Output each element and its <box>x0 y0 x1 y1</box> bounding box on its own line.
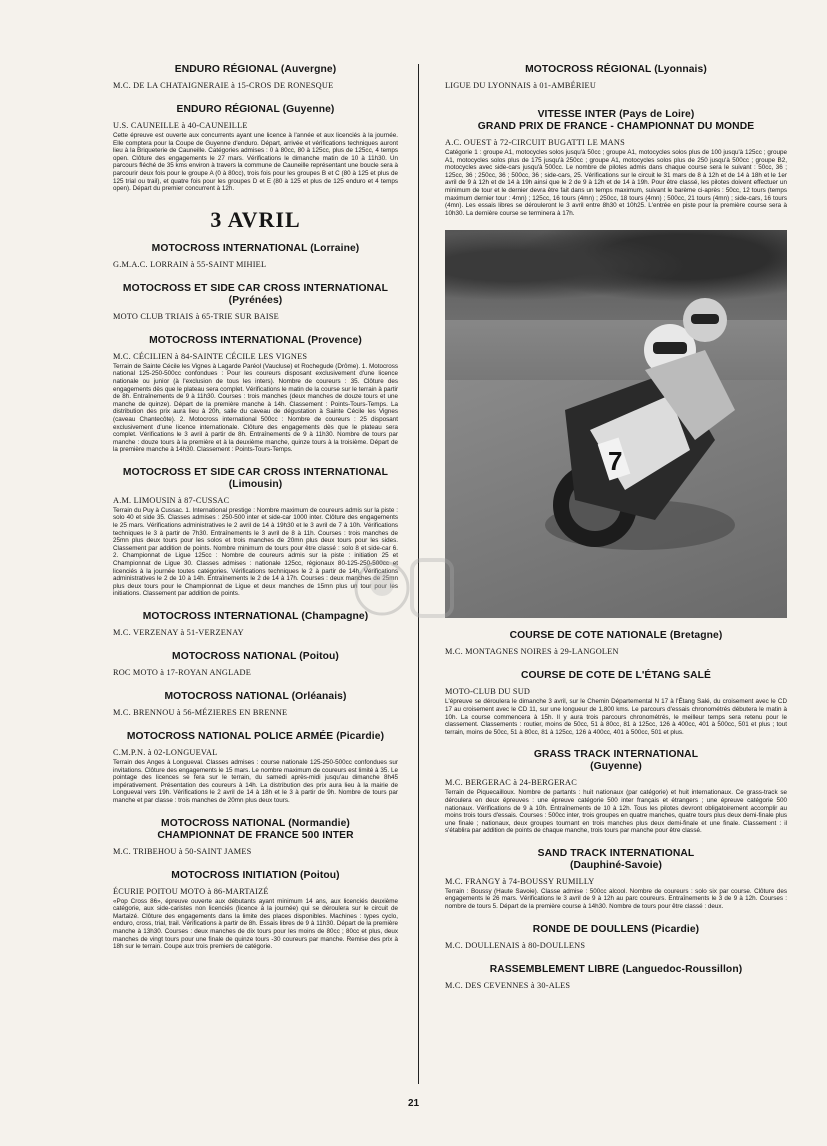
section-body: Cette épreuve est ouverte aux concurrents ayant une licence à l'année et aux licenciés à la journée. Elle comptera pour la Coupe de Guyenne d'enduro. Départ, arrivée et vérifications techniques auront lieu à la Briqueterie de Cauneille. Catégories admises : 0 à 80cc, 80 à 125cc, plus de 125cc, 4 temps open. Clôture des engagements le 27 mars. Vérifications le dimanche matin de 10 à 11h30. Un parcours fléché de 35 kms environ à travers la commune de Cauneille représentant une boucle sera à parcourir deux fois pour le groupe A (0 à 80cc), trois fois pour les groupes B et C (80 à 125 et plus de 125 trial ou trail), et quatre fois pour les groupes D et E (80 à 125 et plus de 125 enduro et 4 temps open). Départ du premier concurrent à 12h. <box>113 132 398 193</box>
section-region: (Picardie) <box>651 923 700 935</box>
section-title: MOTOCROSS NATIONAL POLICE ARMÉE <box>126 731 334 742</box>
section-region: (Champagne) <box>301 611 369 622</box>
date-heading: 3 AVRIL <box>210 206 301 232</box>
section-region: (Orléanais) <box>291 691 347 702</box>
left-column <box>113 64 398 964</box>
organizer: M.C. TRIBEHOU à 50-SAINT JAMES <box>113 846 252 856</box>
organizer: U.S. CAUNEILLE à 40-CAUNEILLE <box>113 121 248 130</box>
section-initiation-poitou <box>113 870 398 951</box>
section-body: Terrain de Piquecailloux. Nombre de partants : huit nationaux (par catégorie) et huit internationaux. Ce grass-track se déroulera en deux épreuves : une épreuve catégorie 500 inter français et étrangers ; une épreuve catégorie 500 nationaux. Vérifications de 9 à 10h. Entraînements de 10 à 12h. Tous les pilotes devront obligatoirement accomplir au moins trois tours d'essais. Courses : 500cc inter, trois groupes en quatre manches, quatre tours plus deux demi-finale plus une finale ; nationaux, deux groupes tournant en trois manches plus deux demi-finale et une finale. Classement : il s'établira par addition de points de chaque manche, trois tours par manche pour être classé. <box>445 789 787 835</box>
watermark-logo <box>352 548 464 628</box>
organizer: M.C. BERGERAC à 24-BERGERAC <box>445 778 577 788</box>
organizer: M.C. DE LA CHATAIGNERAIE à 15-CROS DE RONESQUE <box>113 81 334 90</box>
section-body: «Pop Cross 86», épreuve ouverte aux débutants ayant minimum 14 ans, aux licenciés deuxième catégorie, aux side-caristes non licenciés (licence à la journée) qui se déroulera sur le circuit de Martaizé. Clôture des engagements dans la limite des places disponibles. Machines : types cyclo, enduro, cross, trial, trail. Vérifications à partir de 8h. Essais libres de 9 à 11h30. Départ de la première manche à 13h30. Courses : deux manches de dix tours pour les moins de 80cc ; 80cc et plus, deux manches de vingt tours pour une finale de quinze tours -30 coureurs par manche. Remise des prix à 18h sur le terrain. Coupe aux trois premiers de catégorie. <box>113 897 398 951</box>
section-motocross-orleanais <box>113 691 398 718</box>
section-title: COURSE DE COTE DE L'ÉTANG SALÉ <box>520 670 712 682</box>
section-body: Terrain du Puy à Cussac. 1. International prestige : Nombre maximum de coureurs admis sur la piste : solo 40 et side 35. Classes admises : 250-500 inter et side-car 1000 inter. Clôture des engagements le 25 mars. Vérifications administratives le 2 avril de 14 à 19h30 et le 3 avril de 7 à 10h. Vérifications techniques le 3 à partir de 7h30. Entraînements le 3 avril de 8 à 11h. Courses : trois manches de 25mn plus deux tours pour les solos et trois manches de 20mn plus deux tours pour les sides. Classement par addition de points. Nombre minimum de tours pour être classé : solo 8 et side-car 6. 2. Championnat de Ligue 125cc : Nombre de coureurs admis sur la piste : initiation 25 et Championnat de Ligue 30. Classes admises : nationale 125cc, régionaux 80-125-250-500cc et licenciés à la journée toutes catégories. Vérifications techniques le 2 à partir de 14h. Vérifications administratives le 2 de 10 à 14h. Entraînements le 2 de 14 à 17h. Courses : deux manches de 25mn plus deux tours pour le Championnat de Ligue et deux manches de 15mn plus un tour pour les initiations. Classement par addition de points. <box>113 506 398 598</box>
section-body: Terrain : Boussy (Haute Savoie). Classe admise : 500cc alcool. Nombre de coureurs : solo six par course. Clôture des engagements le 26 mars. Vérifications le 3 avril de 9 à 12h au parc coureurs. Entraînements le 3 de 9 à 12h. Courses : nombre de tours 5. Départ de la première course à 14h30. Nombre de tours pour être classé : deux. <box>445 887 787 911</box>
section-body: Catégorie 1 : groupe A1, motocycles solos jusqu'à 50cc ; groupe A1, motocycles solos plus de 100 jusqu'à 125cc ; groupe A1, motocycles solos plus de 175 jusqu'à 250cc ; groupe A1, motocycles solos plus de 250 jusqu'à 500cc ; groupe B2, motocycles avec side-cars jusqu'à 500cc. Le nombre de pilotes admis dans chaque course sera le suivant : 50cc, 36 ; 125cc, 36 ; 250cc, 36 ; 500cc, 36 ; side-cars, 25. Vérifications sur le circuit le 31 mars de 8 à 12h et de 14 à 18h et le 1er avril de 9 à 12h et de 14 à 19h ainsi que le 2 de 9 à 12h et de 14 à 19h. Pour être classé, les pilotes doivent effectuer un minimum de tour et le dernier devra être fait dans un temps maximum, suivant le barème ci-après : 50cc, 12 tours (temps maximum dernier tour : 4mn) ; 125cc, 16 tours (4mn) ; 250cc, 18 tours (4mn) ; 500cc, 21 tours (4mn) ; side-cars, 16 tours (4mn). Les essais libres se dérouleront le 3 avril entre 8h30 et 10h25. L'entrée en piste pour la première course sera à 10h30. La dernière course se terminera à 17h. <box>445 149 787 217</box>
organizer: C.M.P.N. à 02-LONGUEVAL <box>113 748 218 757</box>
section-cote-bretagne <box>445 630 787 657</box>
section-ronde-doullens <box>445 924 787 951</box>
section-region: (Pays de Loire) <box>619 109 695 120</box>
section-police-armee <box>113 731 398 805</box>
section-region: (Auvergne) <box>280 64 337 75</box>
section-subtitle: CHAMPIONNAT DE FRANCE 500 INTER <box>157 829 354 841</box>
section-motocross-provence <box>113 335 398 454</box>
section-rassemblement-libre <box>445 964 787 991</box>
section-subtitle: GRAND PRIX DE FRANCE - CHAMPIONNAT DU MONDE <box>477 121 755 132</box>
section-vitesse-inter <box>445 109 787 217</box>
section-title: ENDURO RÉGIONAL <box>176 104 280 115</box>
section-cote-etang-sale <box>445 670 787 736</box>
section-title: GRASS TRACK INTERNATIONAL <box>533 749 699 761</box>
page-number: 21 <box>407 1098 420 1109</box>
motorcycle-racers-image <box>505 290 755 570</box>
section-body: Terrain de Sainte Cécile les Vignes à Lagarde Paréol (Vaucluse) et Rochegude (Drôme). 1. Motocross national 125-250-500cc confondues : Pour les coureurs disposant exclusivement d'une licence nationale ou junior (à l'exclusion de tous les inters). Nombre de coureurs : 35. Clôture des engagements dès que le plateau sera complet. Vérifications le matin de la course sur le terrain à partir de 8h. Entraînements de 9 à 11h30. Courses : trois manches (deux manches de douze tours et une manche de quinze). Départ de la première manche à 14h. Classement : Points-Tours-Temps. La distribution des prix aura lieu à 20h, salle du caveau de dégustation à Sainte Cécile les Vignes (caveau Chantecôte). 2. Motocross international 500cc : Nombre de coureurs : 25 disposant exclusivement d'une licence internationale. Clôture des engagements dès que le plateau sera complet. Vérifications le 3 avril à partir de 8h. Entraînements de 9 à 11h30. Nombre de tours par manche : douze tours à la première et à la deuxième manche, quinze tours à la troisième. Départ de la première manche à 14h30. Classement : Points-Tours-Temps. <box>113 362 398 454</box>
section-region: (Provence) <box>307 334 362 346</box>
section-region: (Picardie) <box>336 731 385 742</box>
section-motocross-lyonnais <box>445 64 787 91</box>
section-body: L'épreuve se déroulera le dimanche 3 avril, sur le Chemin Départemental N 17 à l'Étang Salé, du croisement avec le CD 17 au croisement avec le CD 11, sur une longueur de 1,800 kms. Le parcours d'essais chronométrés débutera le matin à 10h. La course commencera à 15h. Il y aura trois parcours chronométrés, le meilleur temps sera retenu pour le classement. Classements : routier, moins de 50cc, 51 à 80cc, 81 à 125cc, 126 à 400cc, 401 à 500cc, 501 et plus ; tout terrain, moins de 50cc, 51 à 80cc, 81 à 125cc, 126 à 400cc, 401 à 500cc, 501 et plus. <box>445 698 787 736</box>
section-motocross-normandie <box>113 818 398 857</box>
section-region: (Languedoc-Roussillon) <box>622 963 743 975</box>
section-title: MOTOCROSS INTERNATIONAL <box>149 334 305 346</box>
section-body: Terrain des Anges à Longueval. Classes admises : course nationale 125-250-500cc confondues sur invitations. Clôture des engagements le 15 mars. Le nombre maximum de coureurs est limité à 35. Le pointage des licences se fera sur le terrain, du samedi après-midi jusqu'au dimanche 8h45 impérativement. Présentation des coureurs à 14h. La distribution des prix aura lieu à la mairie de Longueval vers 19h. Vérifications le 2 avril de 14 à 18h et le 3 à partir de 9h. Nombre de tours par manche et par classe : trois manches de 20mn plus deux tours. <box>113 759 398 804</box>
section-region: (Guyenne) <box>282 104 335 115</box>
section-region: (Pyrénées) <box>228 294 283 306</box>
organizer: M.C. MONTAGNES NOIRES à 29-LANGOLEN <box>445 647 619 657</box>
section-region: (Poitou) <box>300 869 340 881</box>
race-photo <box>445 230 787 618</box>
organizer: A.C. OUEST à 72-CIRCUIT BUGATTI LE MANS <box>445 138 625 147</box>
organizer: M.C. BRENNOU à 56-MÉZIERES EN BRENNE <box>113 708 288 717</box>
section-region: (Lorraine) <box>310 242 360 254</box>
right-column <box>445 64 787 1004</box>
section-motocross-lorraine <box>113 243 398 270</box>
section-motocross-poitou <box>113 651 398 678</box>
section-enduro-auvergne <box>113 64 398 91</box>
section-region: (Poitou) <box>299 651 339 662</box>
section-title: COURSE DE COTE NATIONALE <box>509 630 667 642</box>
organizer: M.C. CÉCILIEN à 84-SAINTE CÉCILE LES VIGNES <box>113 351 308 361</box>
section-region: (Normandie) <box>288 817 350 829</box>
section-enduro-guyenne <box>113 104 398 193</box>
section-title: MOTOCROSS INTERNATIONAL <box>142 611 299 622</box>
organizer: ROC MOTO à 17-ROYAN ANGLADE <box>113 668 251 677</box>
section-title: MOTOCROSS NATIONAL <box>172 651 297 662</box>
section-title: RASSEMBLEMENT LIBRE <box>489 963 620 975</box>
section-title: MOTOCROSS ET SIDE CAR CROSS INTERNATIONAL <box>122 466 389 478</box>
section-region: (Dauphiné-Savoie) <box>569 859 663 871</box>
section-region: (Lyonnais) <box>654 64 707 75</box>
bike-number: 7 <box>608 446 623 477</box>
section-region: (Guyenne) <box>590 761 642 773</box>
section-sand-track <box>445 848 787 911</box>
section-title: MOTOCROSS RÉGIONAL <box>525 64 652 75</box>
section-title: VITESSE INTER <box>537 109 617 120</box>
section-title: MOTOCROSS NATIONAL <box>164 691 289 702</box>
organizer: LIGUE DU LYONNAIS à 01-AMBÉRIEU <box>445 81 597 90</box>
section-sidecar-pyrenees <box>113 283 398 322</box>
section-title: MOTOCROSS INITIATION <box>171 869 298 881</box>
organizer: M.C. DOULLENAIS à 80-DOULLENS <box>445 940 586 950</box>
section-title: RONDE DE DOULLENS <box>532 923 649 935</box>
organizer: M.C. VERZENAY à 51-VERZENAY <box>113 628 244 637</box>
organizer: G.M.A.C. LORRAIN à 55-SAINT MIHIEL <box>113 259 267 269</box>
section-grass-track <box>445 749 787 835</box>
organizer: M.C. FRANGY à 74-BOUSSY RUMILLY <box>445 876 595 886</box>
section-region: (Limousin) <box>228 478 283 490</box>
organizer: MOTO-CLUB DU SUD <box>445 687 531 697</box>
section-title: SAND TRACK INTERNATIONAL <box>537 847 695 859</box>
section-region: (Bretagne) <box>669 630 723 642</box>
section-title: MOTOCROSS INTERNATIONAL <box>151 242 308 254</box>
organizer: MOTO CLUB TRIAIS à 65-TRIE SUR BAISE <box>113 311 279 321</box>
organizer: M.C. DES CEVENNES à 30-ALES <box>445 980 571 990</box>
section-title: ENDURO RÉGIONAL <box>174 64 278 75</box>
section-title: MOTOCROSS NATIONAL <box>161 817 286 829</box>
organizer: A.M. LIMOUSIN à 87-CUSSAC <box>113 495 230 505</box>
section-title: MOTOCROSS ET SIDE CAR CROSS INTERNATIONAL <box>122 282 389 294</box>
organizer: ÉCURIE POITOU MOTO à 86-MARTAIZÉ <box>113 886 269 896</box>
